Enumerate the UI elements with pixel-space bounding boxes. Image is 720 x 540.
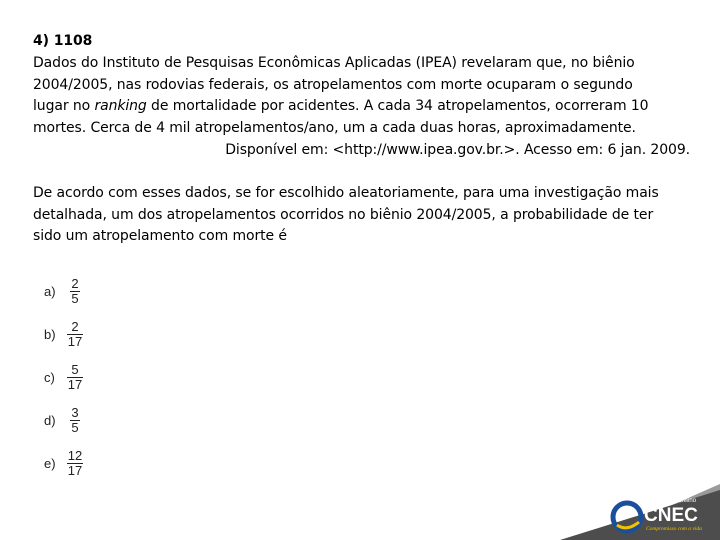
logo-small-text: Sistema de Ensino (646, 498, 697, 504)
prompt-line-1: De acordo com esses dados, se for escolhido aleatoriamente, para uma investigação mais (33, 184, 659, 201)
text-line-3-end: de mortalidade por acidentes. A cada 34 atropelamentos, ocorreram 10 (146, 98, 649, 115)
prompt-line-3: sido um atropelamento com morte é (33, 228, 287, 245)
spacer (33, 162, 698, 183)
option-c[interactable] (44, 356, 84, 399)
logo-tagline: Compromisso com a vida (646, 526, 702, 532)
numerator: 5 (71, 362, 79, 377)
prompt-line-2: detalhada, um dos atropelamentos ocorridos no biênio 2004/2005, a probabilidade de ter (33, 206, 654, 223)
option-letter: d) (44, 413, 56, 428)
option-d[interactable] (44, 399, 84, 442)
question-block (33, 31, 698, 248)
question-title: 4) 1108 (33, 33, 93, 49)
text-line-4: mortes. Cerca de 4 mil atropelamentos/ano, um a cada duas horas, aproximadamente. (33, 120, 636, 137)
denominator: 17 (67, 463, 83, 478)
numerator: 3 (71, 405, 79, 420)
text-line-2: 2004/2005, nas rodovias federais, os atropelamentos com morte ocuparam o segundo (33, 76, 633, 93)
fraction (66, 277, 84, 306)
source-citation: Disponível em: <http://www.ipea.gov.br.>. Acesso em: 6 jan. 2009. (225, 141, 690, 158)
fraction (66, 320, 84, 349)
denominator: 17 (67, 377, 83, 392)
option-letter: c) (44, 370, 55, 385)
option-letter: b) (44, 327, 56, 342)
fraction (66, 363, 84, 392)
denominator: 5 (71, 291, 79, 306)
denominator: 17 (67, 334, 83, 349)
option-letter: a) (44, 284, 56, 299)
text-line-3 (33, 96, 698, 118)
ranking-italic: ranking (94, 98, 147, 115)
cnec-logo (606, 494, 716, 536)
option-b[interactable] (44, 313, 84, 356)
text-line-1: Dados do Instituto de Pesquisas Econômicas Aplicadas (IPEA) revelaram que, no biênio (33, 54, 635, 71)
denominator: 5 (71, 420, 79, 435)
numerator: 2 (71, 319, 79, 334)
option-letter: e) (44, 456, 56, 471)
logo-main-text: CNEC (644, 505, 698, 526)
answer-options (44, 270, 84, 485)
numerator: 2 (71, 276, 79, 291)
fraction (66, 449, 84, 478)
numerator: 12 (67, 448, 83, 463)
text-line-3-start: lugar no (33, 98, 95, 115)
option-a[interactable] (44, 270, 84, 313)
fraction (66, 406, 84, 435)
